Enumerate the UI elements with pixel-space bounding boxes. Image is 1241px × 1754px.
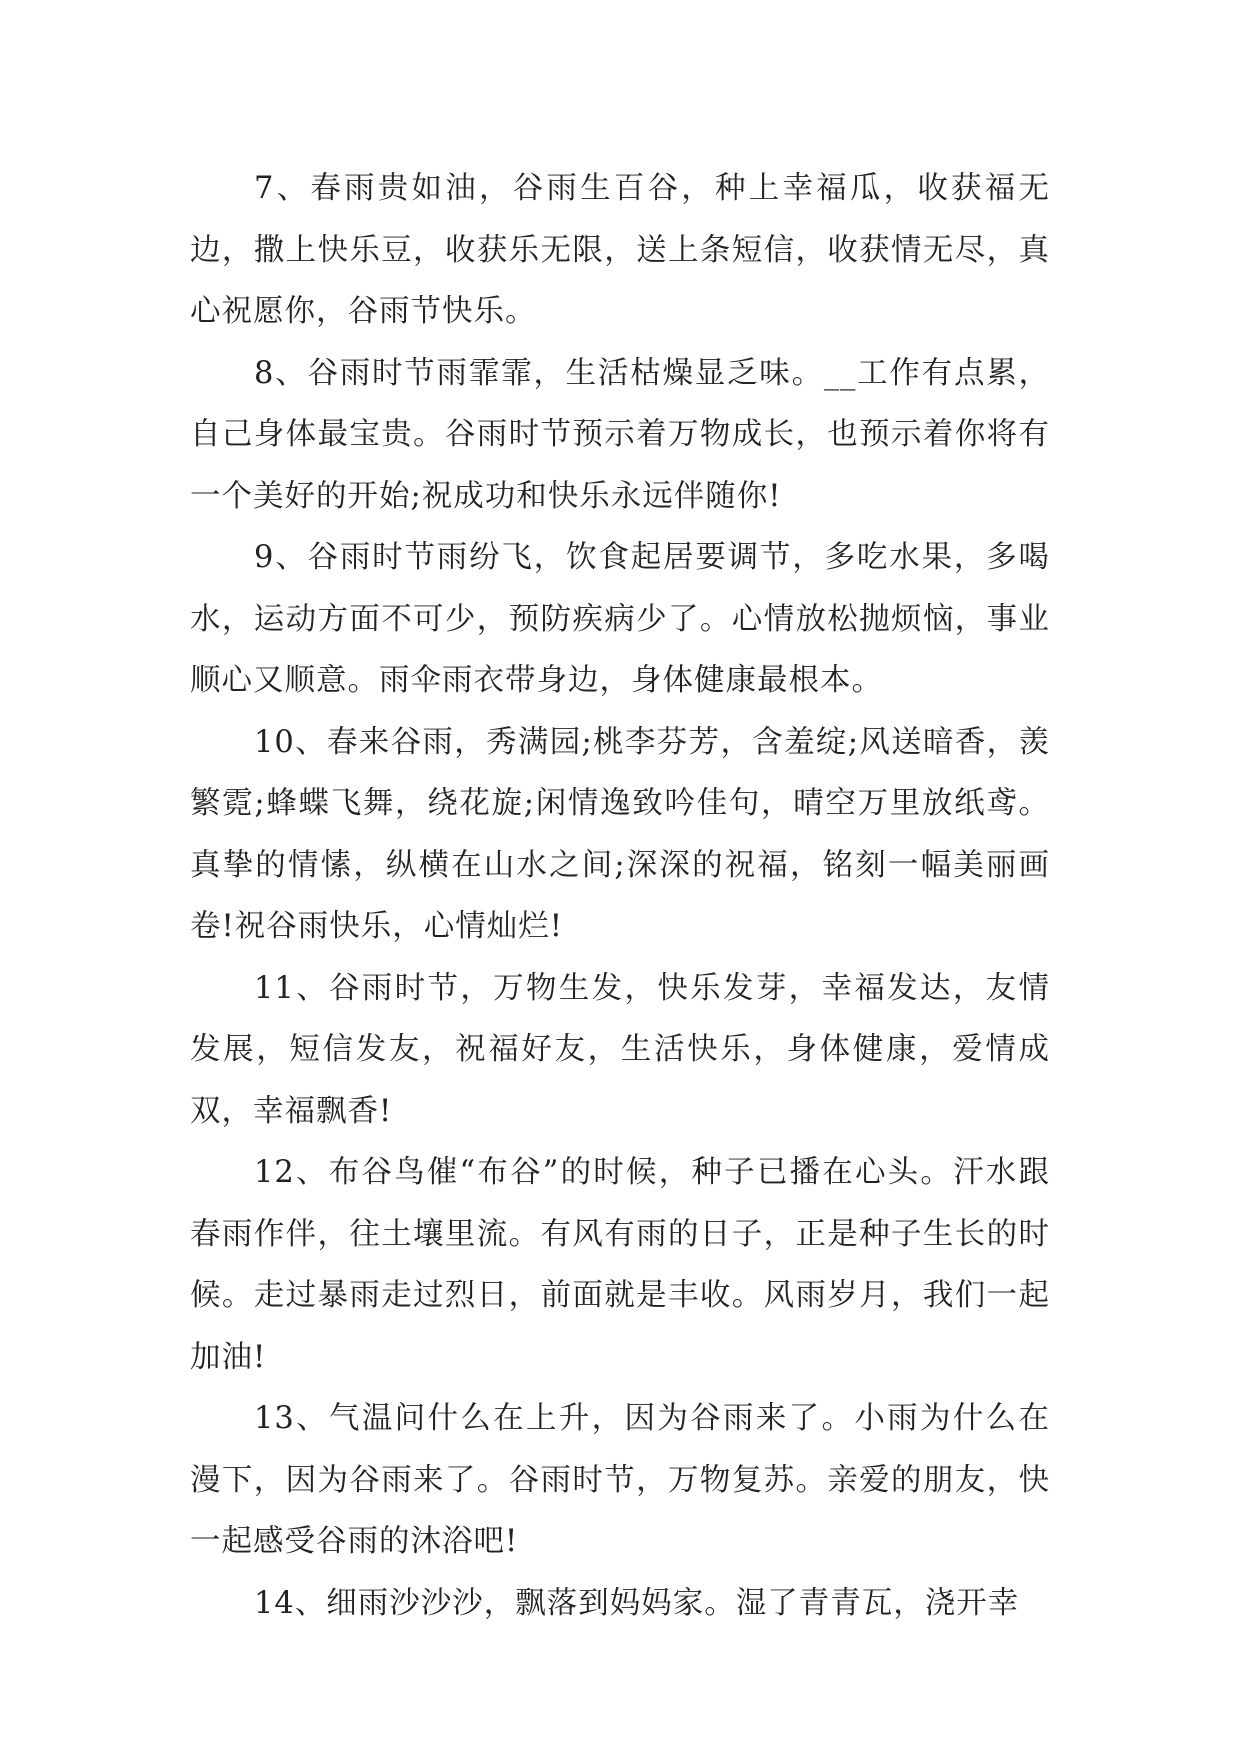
paragraph-8: 8、谷雨时节雨霏霏，生活枯燥显乏味。__工作有点累，自己身体最宝贵。谷雨时节预示着万物成长，也预示着你将有一个美好的开始;祝成功和快乐永远伴随你! [190, 355, 1050, 514]
document-body [190, 158, 1050, 1634]
paragraph-14: 14、细雨沙沙沙，飘落到妈妈家。湿了青青瓦，浇开幸 [254, 1585, 1020, 1621]
paragraph-13: 13、气温问什么在上升，因为谷雨来了。小雨为什么在漫下，因为谷雨来了。谷雨时节，万物复苏。亲爱的朋友，快一起感受谷雨的沐浴吧! [190, 1401, 1050, 1559]
paragraph-11: 11、谷雨时节，万物生发，快乐发芽，幸福发达，友情发展，短信发友，祝福好友，生活快乐，身体健康，爱情成双，幸福飘香! [190, 970, 1050, 1129]
paragraph-9: 9、谷雨时节雨纷飞，饮食起居要调节，多吃水果，多喝水，运动方面不可少，预防疾病少了。心情放松抛烦恼，事业顺心又顺意。雨伞雨衣带身边，身体健康最根本。 [190, 540, 1050, 698]
paragraph-7: 7、春雨贵如油，谷雨生百谷，种上幸福瓜，收获福无边，撒上快乐豆，收获乐无限，送上条短信，收获情无尽，真心祝愿你，谷雨节快乐。 [190, 171, 1050, 329]
paragraph-12: 12、布谷鸟催“布谷”的时候，种子已播在心头。汗水跟春雨作伴，往土壤里流。有风有雨的日子，正是种子生长的时候。走过暴雨走过烈日，前面就是丰收。风雨岁月，我们一起加油! [190, 1155, 1050, 1375]
paragraph-10: 10、春来谷雨，秀满园;桃李芬芳，含羞绽;风送暗香，羡繁霓;蜂蝶飞舞，绕花旋;闲情逸致吟佳句，晴空万里放纸鸢。真挚的情愫，纵横在山水之间;深深的祝福，铭刻一幅美丽画卷!祝谷雨快乐，心情灿烂! [190, 724, 1050, 944]
